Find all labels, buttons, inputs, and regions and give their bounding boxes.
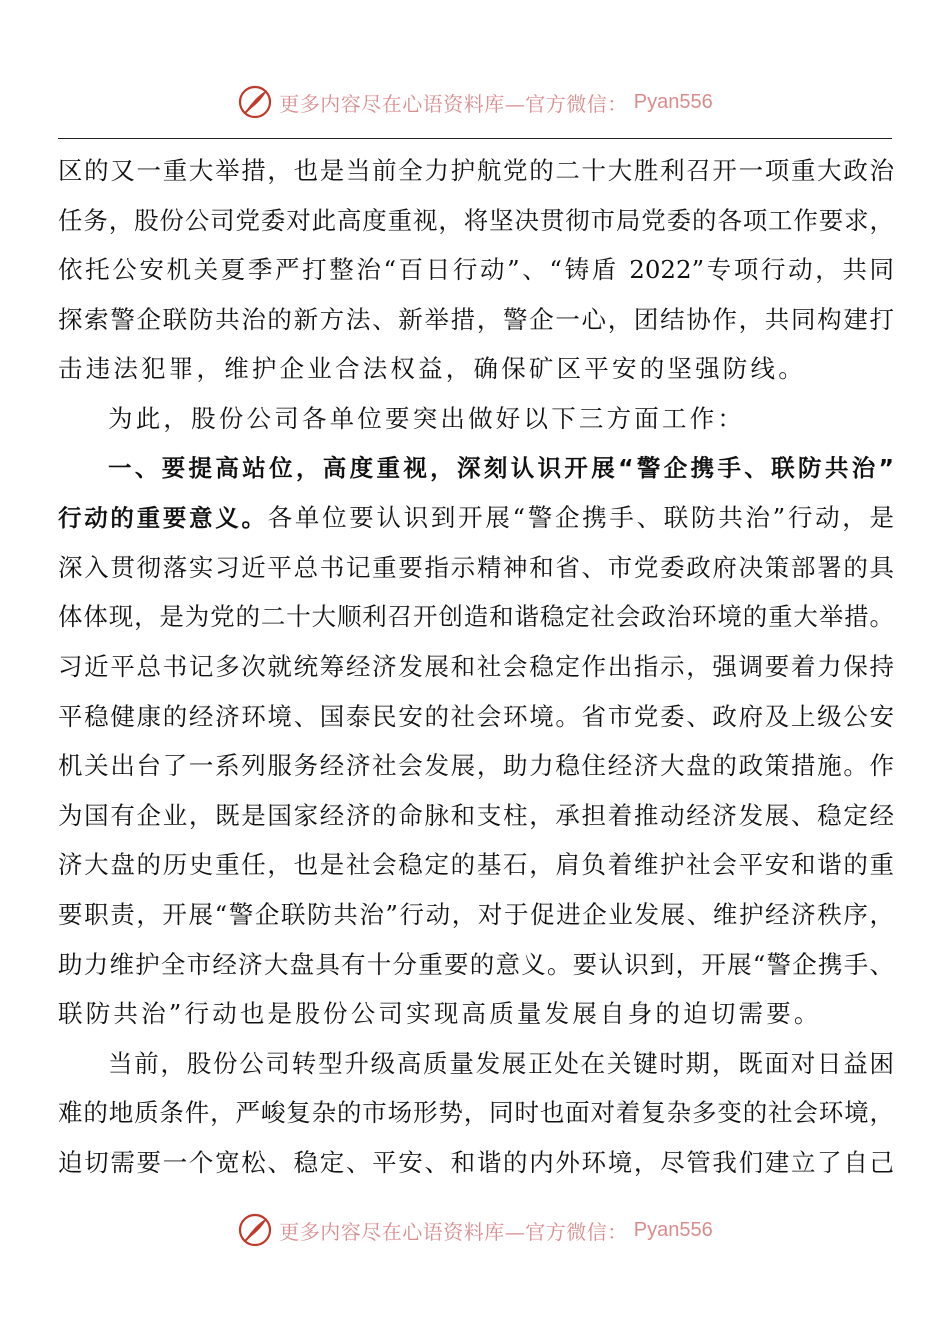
text-line: 平稳健康的经济环境、国泰民安的社会环境。省市党委、政府及上级公安	[58, 701, 894, 731]
text-line: 击违法犯罪，维护企业合法权益，确保矿区平安的坚强防线。	[58, 354, 806, 384]
text-line: 要职责，开展“警企联防共治”行动，对于促进企业发展、维护经济秩序，	[58, 899, 894, 929]
text-line: 机关出台了一系列服务经济社会发展，助力稳住经济大盘的政策措施。作	[58, 751, 894, 781]
text-line: 依托公安机关夏季严打整治“百日行动”、“铸盾 2022”专项行动，共同	[58, 255, 894, 285]
text-line: 迫切需要一个宽松、稳定、平安、和谐的内外环境，尽管我们建立了自己	[58, 1147, 894, 1177]
text-line: 联防共治”行动也是股份公司实现高质量发展自身的迫切需要。	[58, 999, 822, 1029]
text-line: 为此，股份公司各单位要突出做好以下三方面工作：	[108, 403, 746, 433]
quill-logo-icon	[237, 84, 273, 120]
text-line: 任务，股份公司党委对此高度重视，将坚决贯彻市局党委的各项工作要求，	[58, 205, 894, 235]
text-span: 各单位要认识到开展“警企携手、联防共治”行动，是	[267, 503, 894, 533]
text-line: 助力维护全市经济大盘具有十分重要的意义。要认识到，开展“警企携手、	[58, 949, 894, 979]
document-body	[58, 146, 894, 1187]
watermark-text: 更多内容尽在心语资料库—官方微信：	[279, 1219, 628, 1244]
text-line: 探索警企联防共治的新方法、新举措，警企一心，团结协作，共同构建打	[58, 304, 894, 334]
watermark-id: Pyan556	[633, 90, 713, 113]
text-line: 济大盘的历史重任，也是社会稳定的基石，肩负着维护社会平安和谐的重	[58, 850, 894, 880]
header-rule	[58, 138, 892, 139]
watermark-id: Pyan556	[633, 1218, 713, 1241]
section-heading: 一、要提高站位，高度重视，深刻认识开展“警企携手、联防共治”	[108, 453, 894, 482]
quill-logo-icon	[237, 1212, 273, 1248]
footer-watermark	[0, 1210, 950, 1250]
text-line: 深入贯彻落实习近平总书记重要指示精神和省、市党委政府决策部署的具	[58, 552, 894, 582]
text-line: 难的地质条件，严峻复杂的市场形势，同时也面对着复杂多变的社会环境，	[58, 1098, 894, 1128]
section-heading-end: 行动的重要意义。	[58, 504, 268, 533]
text-line: 区的又一重大举措，也是当前全力护航党的二十大胜利召开一项重大政治	[58, 156, 894, 185]
header-watermark	[0, 82, 950, 122]
text-line: 当前，股份公司转型升级高质量发展正处在关键时期，既面对日益困	[108, 1048, 894, 1078]
text-line: 为国有企业，既是国家经济的命脉和支柱，承担着推动经济发展、稳定经	[58, 800, 894, 830]
text-line	[58, 493, 894, 543]
watermark-text: 更多内容尽在心语资料库—官方微信：	[279, 91, 628, 116]
text-line: 习近平总书记多次就统筹经济发展和社会稳定作出指示，强调要着力保持	[58, 651, 894, 681]
text-line: 体体现，是为党的二十大顺利召开创造和谐稳定社会政治环境的重大举措。	[58, 602, 894, 632]
